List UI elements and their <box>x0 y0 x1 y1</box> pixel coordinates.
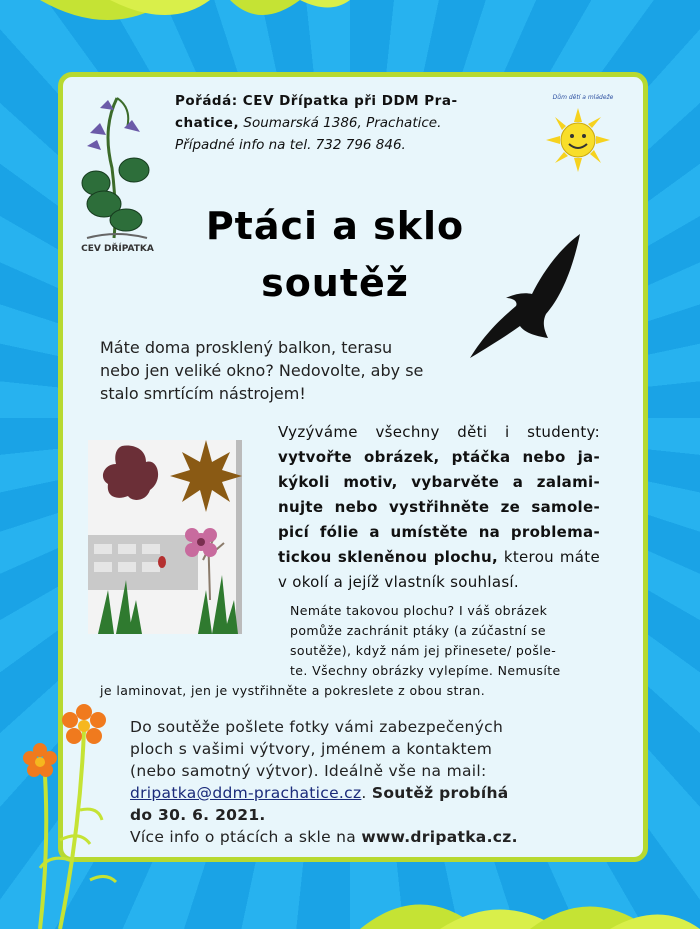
organizer-phone: Případné info na tel. 732 796 846. <box>175 137 406 153</box>
submission-dot: . <box>361 784 372 802</box>
call-tail: kterou máte v okolí a jejíž vlastník souhlasí. <box>278 548 600 591</box>
flowers-decoration <box>0 690 140 929</box>
extra-line-5: je laminovat, jen je vystřihněte a pokreslete z obou stran. <box>100 683 486 698</box>
website-link[interactable]: www.dripatka.cz. <box>361 828 518 846</box>
organizer-address: Soumarská 1386, Prachatice. <box>239 115 442 131</box>
more-info-text: Více info o ptácích a skle na <box>130 828 362 846</box>
call-instructions: vytvořte obrázek, ptáčka nebo ja-kýkoli motiv, vybarvěte a zalami-nujte nebo vystřihněte ze samole-picí fólie a umístěte na problema-tickou skleněnou plochu, <box>278 448 600 566</box>
deadline-text: Soutěž probíhá do 30. 6. 2021. <box>130 784 509 824</box>
submission-text: Do soutěže pošlete fotky vámi zabezpečených ploch s vašimi výtvory, jménem a kontaktem (nebo samotný výtvor). Ideálně vše na mail: <box>130 718 504 780</box>
submission-info <box>130 716 530 848</box>
extra-line-3: soutěže), když nám jej přinesete/ pošle- <box>290 643 557 658</box>
cev-dripatka-logo <box>72 88 162 258</box>
alternative-participation <box>100 601 600 701</box>
extra-line-1: Nemáte takovou plochu? I váš obrázek <box>290 603 548 618</box>
extra-line-4: te. Všechny obrázky vylepíme. Nemusíte <box>290 663 561 678</box>
logo-right-label: Dům dětí a mládeže <box>552 94 614 101</box>
email-link[interactable]: dripatka@ddm-prachatice.cz <box>130 784 362 802</box>
logo-left-label: CEV DŘÍPATKA <box>81 244 154 254</box>
organizer-name-line1: Pořádá: CEV Dřípatka při DDM Pra- <box>175 93 458 109</box>
title-line1: Ptáci a sklo <box>205 204 465 248</box>
bird-silhouette <box>462 232 587 362</box>
organizer-info <box>175 90 520 156</box>
ddm-sun-logo <box>538 100 618 180</box>
grass-top-decoration <box>0 0 700 40</box>
call-lead: Vyzýváme všechny děti i studenty: <box>278 423 600 441</box>
extra-line-2: pomůže zachránit ptáky (a zúčastní se <box>290 623 546 638</box>
title-line2: soutěž <box>261 261 409 305</box>
grass-bottom-decoration <box>360 880 700 929</box>
intro-paragraph: Máte doma prosklený balkon, terasu nebo jen veliké okno? Nedovolte, aby se stalo smrtícím nástrojem! <box>100 338 424 403</box>
organizer-name-line2: chatice, <box>175 115 240 131</box>
call-to-action <box>278 420 600 595</box>
